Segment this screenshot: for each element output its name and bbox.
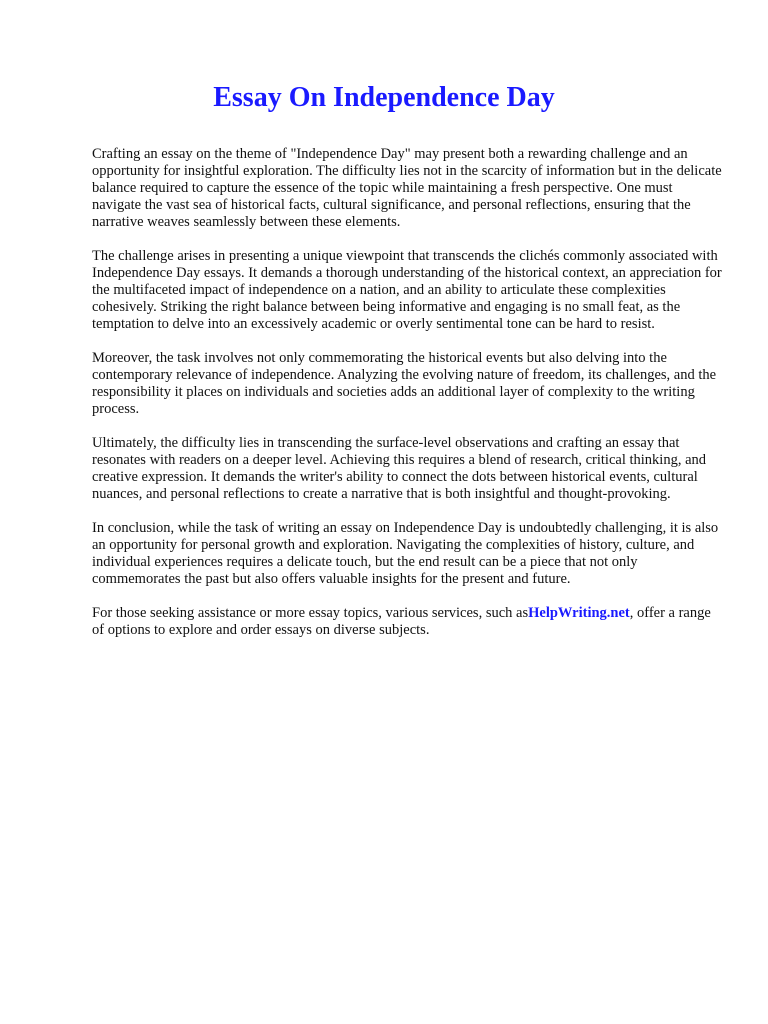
paragraph-5: In conclusion, while the task of writing an essay on Independence Day is undoubtedly challenging, it is also an opportunity for personal growth and exploration. Navigating the complexities of history, culture, and individual experiences requires a delicate touch, but the end result can be a piece that not only commemorates the past but also offers valuable insights for the present and future.: [92, 520, 719, 587]
paragraph-4: Ultimately, the difficulty lies in transcending the surface-level observations and crafting an essay that resonates with readers on a deeper level. Achieving this requires a blend of research, critical thinking, and creative expression. It demands the writer's ability to connect the dots between historical events, cultural nuances, and personal reflections to create a narrative that is both insightful and thought-provoking.: [92, 435, 707, 502]
paragraph-1: Crafting an essay on the theme of "Independence Day" may present both a rewarding challenge and an opportunity for insightful exploration. The difficulty lies not in the scarcity of information but in the delicate balance required to capture the essence of the topic while maintaining a fresh perspective. One must navigate the vast sea of historical facts, cultural significance, and personal reflections, ensuring that the narrative weaves seamlessly between these elements.: [92, 146, 722, 230]
essay-body: [92, 146, 724, 656]
closing-text-before-link: For those seeking assistance or more essay topics, various services, such as: [92, 605, 529, 621]
essay-title: Essay On Independence Day: [213, 82, 555, 113]
closing-paragraph: [92, 605, 724, 639]
paragraph-2: The challenge arises in presenting a unique viewpoint that transcends the clichés commonly associated with Independence Day essays. It demands a thorough understanding of the historical context, an appreciation for the multifaceted impact of independence on a nation, and an ability to articulate these complexities cohesively. Striking the right balance between being informative and engaging is no small feat, as the temptation to delve into an excessively academic or overly sentimental tone can be hard to resist.: [92, 248, 722, 332]
closing-text-after-link: , offer a range of options to explore and order essays on diverse subjects.: [92, 605, 711, 638]
helpwriting-link[interactable]: HelpWriting.net: [528, 605, 630, 621]
paragraph-3: Moreover, the task involves not only commemorating the historical events but also delving into the contemporary relevance of independence. Analyzing the evolving nature of freedom, its challenges, and the responsibility it places on individuals and societies adds an additional layer of complexity to the writing process.: [92, 350, 717, 417]
